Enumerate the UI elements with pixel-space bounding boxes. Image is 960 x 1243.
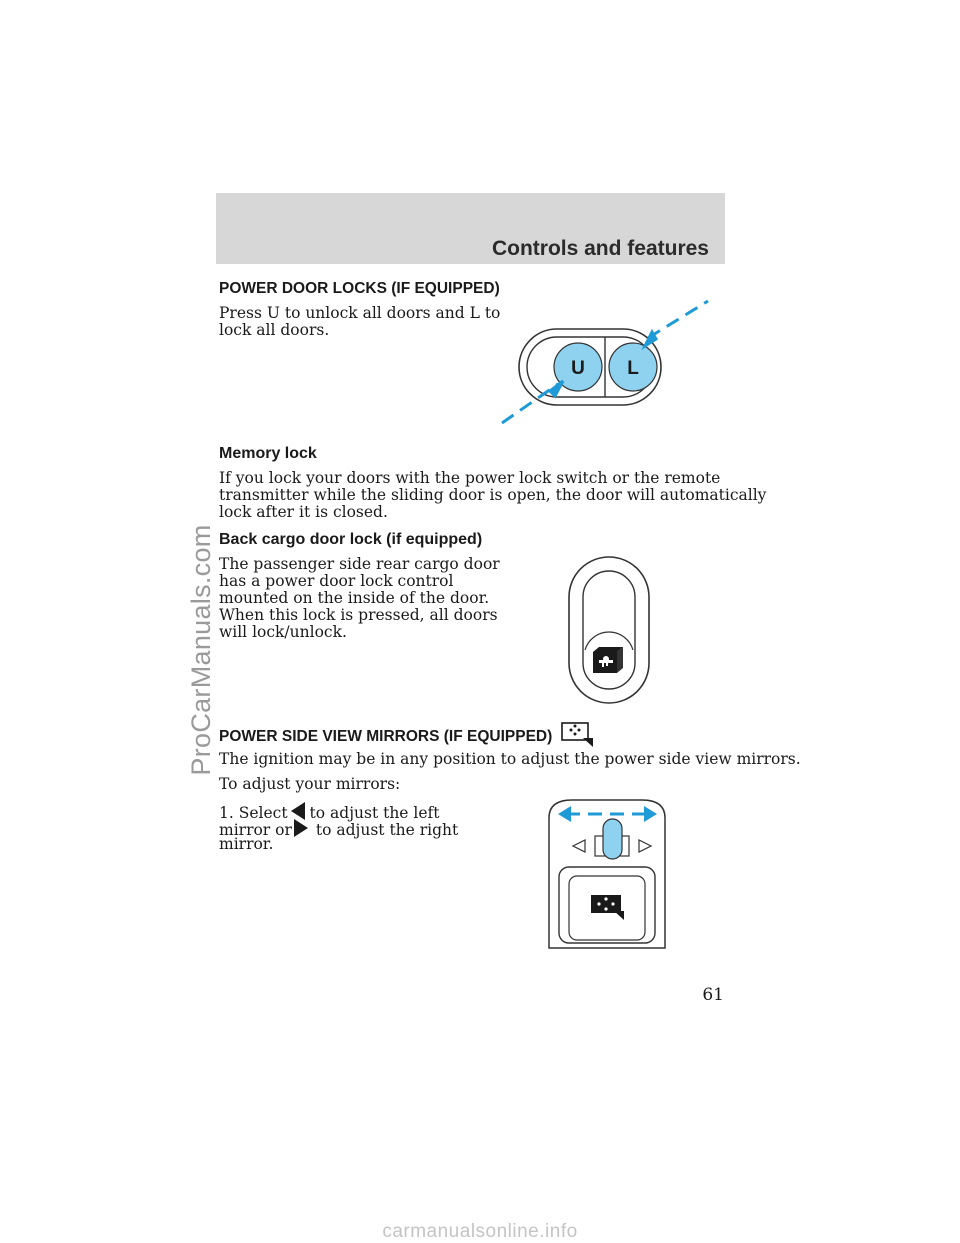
power-mirrors-text-2: To adjust your mirrors: xyxy=(219,775,401,793)
mirror-symbol-icon xyxy=(561,722,595,748)
side-watermark: ProCarManuals.com xyxy=(186,524,216,776)
step-1-left-text: to adjust the left xyxy=(309,804,440,822)
step-1-right-text: to adjust the right xyxy=(315,821,459,839)
section-header-band xyxy=(216,193,725,264)
back-cargo-text-3: mounted on the inside of the door. xyxy=(219,589,490,607)
back-cargo-text-2: has a power door lock control xyxy=(219,572,454,590)
unlock-label: U xyxy=(571,358,585,379)
back-cargo-heading: Back cargo door lock (if equipped) xyxy=(219,531,483,548)
lock-indicator-line xyxy=(648,301,708,338)
memory-lock-heading: Memory lock xyxy=(219,445,317,462)
lock-label: L xyxy=(627,358,639,379)
mirror-selector-knob xyxy=(603,819,622,859)
back-cargo-text-1: The passenger side rear cargo door xyxy=(219,555,500,573)
footer-watermark: carmanualsonline.info xyxy=(382,1221,578,1242)
back-cargo-text-4: When this lock is pressed, all doors xyxy=(219,606,498,624)
power-door-locks-heading: POWER DOOR LOCKS (IF EQUIPPED) xyxy=(219,280,500,297)
memory-lock-text-2: transmitter while the sliding door is open, the door will automatically xyxy=(219,486,767,504)
left-mirror-arrow-icon xyxy=(291,802,305,820)
power-mirrors-heading: POWER SIDE VIEW MIRRORS (IF EQUIPPED) xyxy=(219,728,553,745)
section-title: Controls and features xyxy=(491,237,709,260)
key-lock-icon xyxy=(593,647,623,673)
step-1-text-end: mirror. xyxy=(219,835,274,853)
page-number: 61 xyxy=(702,985,724,1005)
memory-lock-text-1: If you lock your doors with the power lock switch or the remote xyxy=(219,469,721,487)
power-door-locks-text-1: Press U to unlock all doors and L to xyxy=(219,304,501,322)
step-1-mirror-or-text: mirror or xyxy=(219,821,292,839)
power-door-locks-text-2: lock all doors. xyxy=(219,321,330,339)
right-mirror-arrow-icon xyxy=(294,819,308,837)
door-lock-switch-illustration xyxy=(496,296,714,428)
mirror-control-illustration xyxy=(544,796,670,954)
cargo-lock-illustration xyxy=(566,554,652,706)
back-cargo-text-5: will lock/unlock. xyxy=(219,623,347,641)
step-1-select-text: 1. Select xyxy=(219,804,288,822)
power-mirrors-text-1: The ignition may be in any position to adjust the power side view mirrors. xyxy=(219,750,801,768)
memory-lock-text-3: lock after it is closed. xyxy=(219,503,388,521)
